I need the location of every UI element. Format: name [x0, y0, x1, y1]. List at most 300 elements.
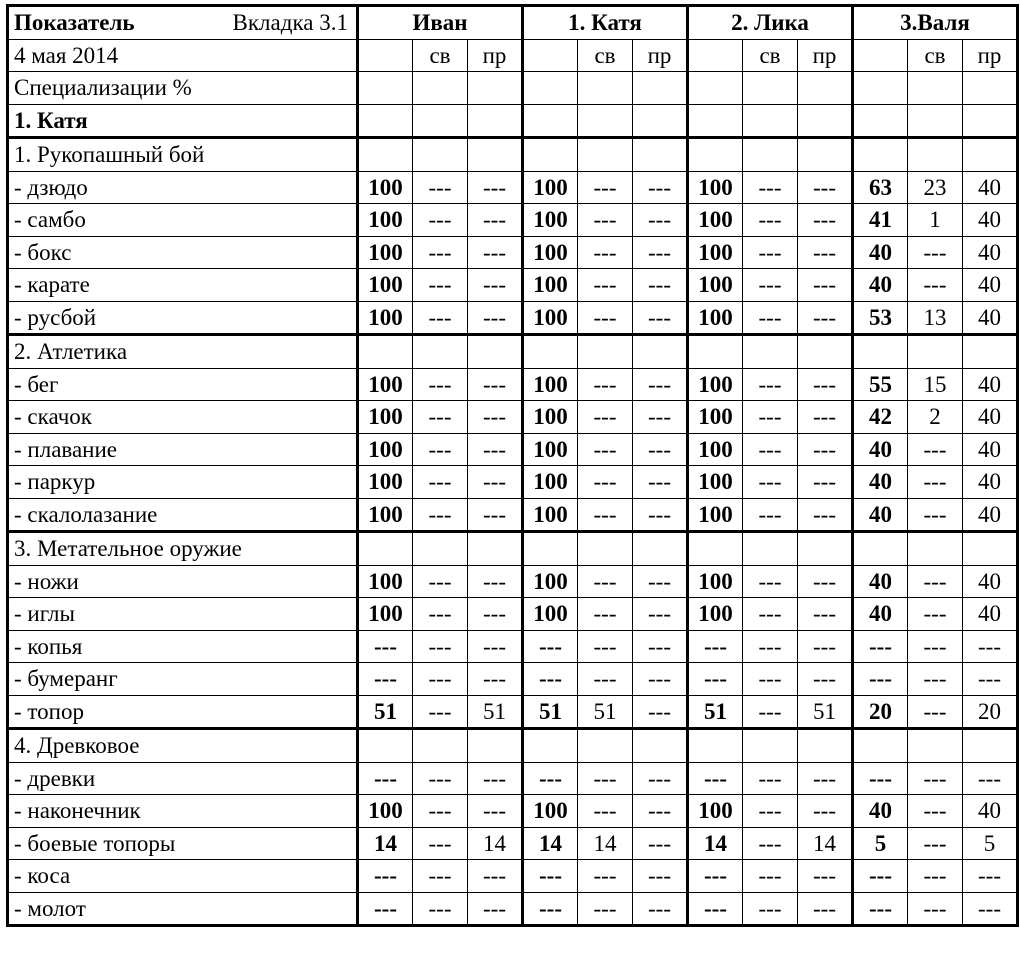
- value-cell-pr: ---: [468, 368, 523, 401]
- header-row-2: [8, 39, 1018, 72]
- value-cell-total: 100: [358, 269, 413, 302]
- value-cell-sv: ---: [578, 498, 633, 532]
- row-label: - ножи: [8, 565, 358, 598]
- subheader-blank: [358, 39, 413, 72]
- value-cell-pr: ---: [633, 762, 688, 795]
- section-row: [8, 335, 1018, 369]
- value-cell-sv: ---: [578, 204, 633, 237]
- row-label: - молот: [8, 892, 358, 926]
- value-cell-total: 63: [853, 171, 908, 204]
- value-cell-sv: ---: [578, 171, 633, 204]
- value-cell-sv: ---: [578, 466, 633, 499]
- empty-cell: [743, 335, 798, 369]
- value-cell-sv: ---: [413, 498, 468, 532]
- value-cell-pr: ---: [633, 827, 688, 860]
- table-row: [8, 630, 1018, 663]
- empty-cell: [853, 138, 908, 172]
- value-cell-pr: ---: [963, 892, 1018, 926]
- value-cell-total: 100: [523, 301, 578, 335]
- value-cell-pr: 40: [963, 466, 1018, 499]
- empty-cell: [578, 335, 633, 369]
- value-cell-total: 100: [358, 368, 413, 401]
- value-cell-pr: ---: [798, 401, 853, 434]
- value-cell-sv: ---: [908, 663, 963, 696]
- value-cell-total: 100: [688, 466, 743, 499]
- value-cell-total: ---: [688, 892, 743, 926]
- value-cell-total: 100: [688, 269, 743, 302]
- value-cell-sv: ---: [413, 762, 468, 795]
- empty-cell: [963, 729, 1018, 763]
- row-label: - паркур: [8, 466, 358, 499]
- row-label: - наконечник: [8, 795, 358, 828]
- value-cell-sv: 23: [908, 171, 963, 204]
- value-cell-total: 100: [688, 795, 743, 828]
- row-label: - копья: [8, 630, 358, 663]
- row-label: - скалолазание: [8, 498, 358, 532]
- title-row: [8, 104, 1018, 138]
- table-row: [8, 301, 1018, 335]
- row-label: - русбой: [8, 301, 358, 335]
- row-label: - бокс: [8, 236, 358, 269]
- value-cell-total: 100: [358, 466, 413, 499]
- value-cell-sv: ---: [578, 401, 633, 434]
- table-row: [8, 762, 1018, 795]
- value-cell-pr: ---: [633, 368, 688, 401]
- value-cell-sv: ---: [908, 795, 963, 828]
- empty-cell: [908, 532, 963, 566]
- value-cell-total: ---: [853, 630, 908, 663]
- value-cell-sv: ---: [743, 498, 798, 532]
- value-cell-total: 40: [853, 565, 908, 598]
- value-cell-sv: ---: [743, 630, 798, 663]
- value-cell-pr: ---: [798, 598, 853, 631]
- value-cell-pr: ---: [468, 171, 523, 204]
- value-cell-pr: ---: [798, 204, 853, 237]
- row-label: - боевые топоры: [8, 827, 358, 860]
- value-cell-total: 100: [523, 598, 578, 631]
- value-cell-sv: ---: [743, 466, 798, 499]
- empty-cell: [853, 532, 908, 566]
- empty-cell: [633, 104, 688, 138]
- value-cell-pr: 40: [963, 236, 1018, 269]
- value-cell-sv: ---: [413, 269, 468, 302]
- empty-cell: [688, 104, 743, 138]
- row-label: - плавание: [8, 433, 358, 466]
- table-row: [8, 171, 1018, 204]
- empty-cell: [523, 138, 578, 172]
- value-cell-total: ---: [523, 892, 578, 926]
- value-cell-total: 41: [853, 204, 908, 237]
- empty-cell: [523, 532, 578, 566]
- value-cell-sv: ---: [413, 598, 468, 631]
- value-cell-total: ---: [358, 892, 413, 926]
- empty-cell: [413, 72, 468, 105]
- empty-cell: [578, 104, 633, 138]
- empty-cell: [468, 104, 523, 138]
- value-cell-sv: ---: [908, 598, 963, 631]
- table-row: [8, 368, 1018, 401]
- empty-cell: [853, 335, 908, 369]
- value-cell-sv: ---: [413, 827, 468, 860]
- empty-cell: [798, 335, 853, 369]
- value-cell-sv: 51: [578, 695, 633, 729]
- value-cell-total: ---: [358, 630, 413, 663]
- value-cell-total: 20: [853, 695, 908, 729]
- value-cell-pr: 51: [798, 695, 853, 729]
- value-cell-sv: ---: [413, 171, 468, 204]
- value-cell-sv: ---: [908, 466, 963, 499]
- value-cell-total: 100: [523, 795, 578, 828]
- empty-cell: [468, 138, 523, 172]
- value-cell-pr: ---: [798, 171, 853, 204]
- value-cell-sv: ---: [743, 269, 798, 302]
- value-cell-pr: ---: [798, 630, 853, 663]
- table-row: [8, 401, 1018, 434]
- value-cell-sv: ---: [908, 695, 963, 729]
- value-cell-pr: ---: [468, 301, 523, 335]
- title-row: [8, 72, 1018, 105]
- empty-cell: [523, 335, 578, 369]
- value-cell-sv: ---: [908, 860, 963, 893]
- empty-cell: [798, 72, 853, 105]
- value-cell-pr: 40: [963, 598, 1018, 631]
- value-cell-total: 40: [853, 269, 908, 302]
- value-cell-total: ---: [523, 762, 578, 795]
- value-cell-sv: ---: [578, 860, 633, 893]
- header-row-1: [8, 6, 1018, 40]
- empty-cell: [633, 72, 688, 105]
- section-label: 2. Атлетика: [8, 335, 358, 369]
- indicator-label: Показатель: [14, 10, 135, 36]
- value-cell-sv: ---: [908, 433, 963, 466]
- value-cell-sv: ---: [578, 892, 633, 926]
- value-cell-pr: 40: [963, 433, 1018, 466]
- value-cell-sv: ---: [743, 598, 798, 631]
- empty-cell: [908, 729, 963, 763]
- value-cell-pr: ---: [468, 401, 523, 434]
- value-cell-pr: ---: [468, 269, 523, 302]
- empty-cell: [358, 729, 413, 763]
- value-cell-pr: 20: [963, 695, 1018, 729]
- value-cell-sv: ---: [578, 663, 633, 696]
- empty-cell: [358, 532, 413, 566]
- subheader-pr: пр: [633, 39, 688, 72]
- empty-cell: [358, 335, 413, 369]
- value-cell-pr: 14: [798, 827, 853, 860]
- value-cell-pr: 40: [963, 795, 1018, 828]
- value-cell-sv: ---: [908, 762, 963, 795]
- value-cell-pr: ---: [468, 860, 523, 893]
- value-cell-total: ---: [853, 663, 908, 696]
- table-row: [8, 565, 1018, 598]
- table-row: [8, 827, 1018, 860]
- value-cell-total: 100: [358, 498, 413, 532]
- value-cell-sv: ---: [413, 565, 468, 598]
- value-cell-total: 100: [358, 795, 413, 828]
- empty-cell: [633, 335, 688, 369]
- row-label: - бумеранг: [8, 663, 358, 696]
- value-cell-pr: 40: [963, 269, 1018, 302]
- table-row: [8, 466, 1018, 499]
- row-label: - коса: [8, 860, 358, 893]
- value-cell-pr: ---: [798, 762, 853, 795]
- value-cell-sv: ---: [743, 663, 798, 696]
- empty-cell: [413, 138, 468, 172]
- empty-cell: [853, 104, 908, 138]
- value-cell-total: ---: [523, 630, 578, 663]
- value-cell-total: 40: [853, 498, 908, 532]
- empty-cell: [963, 72, 1018, 105]
- empty-cell: [358, 72, 413, 105]
- row-label: - дзюдо: [8, 171, 358, 204]
- empty-cell: [413, 104, 468, 138]
- value-cell-total: 100: [523, 171, 578, 204]
- value-cell-pr: ---: [633, 795, 688, 828]
- specializations-table: [6, 4, 1019, 927]
- value-cell-sv: ---: [743, 301, 798, 335]
- value-cell-total: 40: [853, 433, 908, 466]
- value-cell-total: 100: [688, 498, 743, 532]
- value-cell-total: 100: [358, 171, 413, 204]
- value-cell-sv: ---: [908, 892, 963, 926]
- table-row: [8, 695, 1018, 729]
- empty-cell: [963, 138, 1018, 172]
- section-row: [8, 729, 1018, 763]
- empty-cell: [798, 532, 853, 566]
- value-cell-sv: ---: [413, 236, 468, 269]
- value-cell-pr: ---: [633, 598, 688, 631]
- value-cell-pr: ---: [963, 663, 1018, 696]
- value-cell-total: ---: [853, 892, 908, 926]
- value-cell-pr: ---: [963, 860, 1018, 893]
- subheader-blank: [853, 39, 908, 72]
- table-row: [8, 236, 1018, 269]
- value-cell-total: 100: [358, 598, 413, 631]
- value-cell-total: ---: [358, 860, 413, 893]
- value-cell-pr: ---: [633, 860, 688, 893]
- value-cell-total: ---: [688, 663, 743, 696]
- table-row: [8, 598, 1018, 631]
- empty-cell: [523, 729, 578, 763]
- value-cell-pr: ---: [468, 466, 523, 499]
- empty-cell: [468, 72, 523, 105]
- section-row: [8, 532, 1018, 566]
- value-cell-sv: ---: [578, 236, 633, 269]
- empty-cell: [853, 72, 908, 105]
- empty-cell: [798, 104, 853, 138]
- section-label: 3. Метательное оружие: [8, 532, 358, 566]
- value-cell-total: 100: [688, 204, 743, 237]
- value-cell-pr: ---: [798, 795, 853, 828]
- value-cell-total: 14: [358, 827, 413, 860]
- subheader-pr: пр: [963, 39, 1018, 72]
- tab-label: Вкладка 3.1: [232, 10, 348, 36]
- table-row: [8, 892, 1018, 926]
- empty-cell: [743, 138, 798, 172]
- value-cell-total: 100: [688, 236, 743, 269]
- value-cell-sv: ---: [743, 236, 798, 269]
- value-cell-pr: ---: [468, 762, 523, 795]
- value-cell-sv: ---: [413, 401, 468, 434]
- empty-cell: [578, 138, 633, 172]
- value-cell-sv: 13: [908, 301, 963, 335]
- value-cell-pr: ---: [633, 171, 688, 204]
- value-cell-pr: ---: [798, 368, 853, 401]
- value-cell-total: 40: [853, 236, 908, 269]
- empty-cell: [908, 335, 963, 369]
- value-cell-total: 5: [853, 827, 908, 860]
- value-cell-total: 100: [523, 236, 578, 269]
- value-cell-pr: ---: [633, 663, 688, 696]
- value-cell-sv: ---: [908, 630, 963, 663]
- value-cell-pr: ---: [963, 630, 1018, 663]
- empty-cell: [688, 138, 743, 172]
- empty-cell: [743, 72, 798, 105]
- value-cell-sv: 14: [578, 827, 633, 860]
- value-cell-total: 100: [358, 401, 413, 434]
- value-cell-total: 100: [688, 598, 743, 631]
- value-cell-sv: ---: [413, 630, 468, 663]
- value-cell-sv: ---: [743, 433, 798, 466]
- table-row: [8, 498, 1018, 532]
- value-cell-total: 100: [523, 204, 578, 237]
- value-cell-total: 100: [523, 466, 578, 499]
- value-cell-pr: ---: [633, 301, 688, 335]
- value-cell-pr: ---: [798, 269, 853, 302]
- value-cell-pr: 51: [468, 695, 523, 729]
- section-label: 1. Рукопашный бой: [8, 138, 358, 172]
- value-cell-pr: ---: [963, 762, 1018, 795]
- value-cell-sv: ---: [578, 433, 633, 466]
- empty-cell: [578, 729, 633, 763]
- row-label: - самбо: [8, 204, 358, 237]
- table-row: [8, 663, 1018, 696]
- value-cell-sv: ---: [743, 795, 798, 828]
- value-cell-pr: ---: [468, 433, 523, 466]
- empty-cell: [688, 72, 743, 105]
- value-cell-pr: 40: [963, 171, 1018, 204]
- empty-cell: [523, 104, 578, 138]
- empty-cell: [798, 729, 853, 763]
- value-cell-sv: ---: [743, 827, 798, 860]
- value-cell-sv: ---: [413, 860, 468, 893]
- value-cell-pr: ---: [798, 892, 853, 926]
- value-cell-pr: 40: [963, 498, 1018, 532]
- value-cell-total: 100: [358, 565, 413, 598]
- value-cell-pr: ---: [633, 565, 688, 598]
- empty-cell: [688, 532, 743, 566]
- value-cell-total: 100: [688, 301, 743, 335]
- value-cell-total: ---: [688, 630, 743, 663]
- value-cell-sv: ---: [413, 695, 468, 729]
- empty-cell: [468, 532, 523, 566]
- table-row: [8, 860, 1018, 893]
- value-cell-total: 100: [523, 368, 578, 401]
- empty-cell: [963, 335, 1018, 369]
- value-cell-sv: ---: [908, 269, 963, 302]
- value-cell-pr: ---: [798, 301, 853, 335]
- value-cell-pr: ---: [633, 695, 688, 729]
- empty-cell: [413, 729, 468, 763]
- group-header-valya: 3.Валя: [853, 6, 1018, 40]
- empty-cell: [908, 138, 963, 172]
- value-cell-pr: ---: [468, 204, 523, 237]
- value-cell-total: 14: [523, 827, 578, 860]
- value-cell-total: 100: [358, 301, 413, 335]
- empty-cell: [798, 138, 853, 172]
- section-label: 4. Древковое: [8, 729, 358, 763]
- value-cell-sv: 1: [908, 204, 963, 237]
- value-cell-total: 40: [853, 598, 908, 631]
- value-cell-total: ---: [358, 663, 413, 696]
- value-cell-pr: 40: [963, 368, 1018, 401]
- group-header-lika: 2. Лика: [688, 6, 853, 40]
- value-cell-total: 100: [358, 204, 413, 237]
- value-cell-total: ---: [688, 762, 743, 795]
- value-cell-sv: ---: [578, 301, 633, 335]
- empty-cell: [743, 729, 798, 763]
- empty-cell: [853, 729, 908, 763]
- empty-cell: [963, 532, 1018, 566]
- subheader-blank: [688, 39, 743, 72]
- value-cell-pr: ---: [468, 498, 523, 532]
- value-cell-sv: ---: [578, 368, 633, 401]
- value-cell-pr: ---: [468, 598, 523, 631]
- row-label: - древки: [8, 762, 358, 795]
- value-cell-sv: ---: [578, 598, 633, 631]
- empty-cell: [908, 104, 963, 138]
- empty-cell: [908, 72, 963, 105]
- value-cell-sv: ---: [908, 498, 963, 532]
- value-cell-total: ---: [853, 860, 908, 893]
- value-cell-total: 40: [853, 795, 908, 828]
- value-cell-total: 100: [688, 171, 743, 204]
- value-cell-total: 51: [358, 695, 413, 729]
- subheader-sv: св: [743, 39, 798, 72]
- value-cell-sv: ---: [743, 860, 798, 893]
- subheader-sv: св: [578, 39, 633, 72]
- value-cell-sv: 2: [908, 401, 963, 434]
- value-cell-sv: ---: [413, 204, 468, 237]
- value-cell-sv: ---: [743, 401, 798, 434]
- value-cell-total: ---: [853, 762, 908, 795]
- value-cell-pr: ---: [468, 892, 523, 926]
- value-cell-pr: ---: [633, 892, 688, 926]
- report-date: 4 мая 2014: [8, 39, 358, 72]
- value-cell-total: 100: [523, 433, 578, 466]
- value-cell-sv: ---: [743, 892, 798, 926]
- value-cell-pr: ---: [633, 433, 688, 466]
- value-cell-pr: 40: [963, 565, 1018, 598]
- value-cell-sv: ---: [413, 795, 468, 828]
- empty-cell: [688, 729, 743, 763]
- empty-cell: [743, 532, 798, 566]
- table-row: [8, 433, 1018, 466]
- value-cell-pr: 40: [963, 204, 1018, 237]
- value-cell-total: 53: [853, 301, 908, 335]
- empty-cell: [633, 138, 688, 172]
- value-cell-total: 100: [688, 368, 743, 401]
- value-cell-sv: ---: [743, 695, 798, 729]
- value-cell-total: ---: [523, 663, 578, 696]
- table-row: [8, 795, 1018, 828]
- value-cell-sv: ---: [413, 301, 468, 335]
- empty-cell: [468, 729, 523, 763]
- value-cell-pr: ---: [798, 860, 853, 893]
- value-cell-total: 100: [688, 401, 743, 434]
- value-cell-pr: ---: [468, 663, 523, 696]
- value-cell-total: 14: [688, 827, 743, 860]
